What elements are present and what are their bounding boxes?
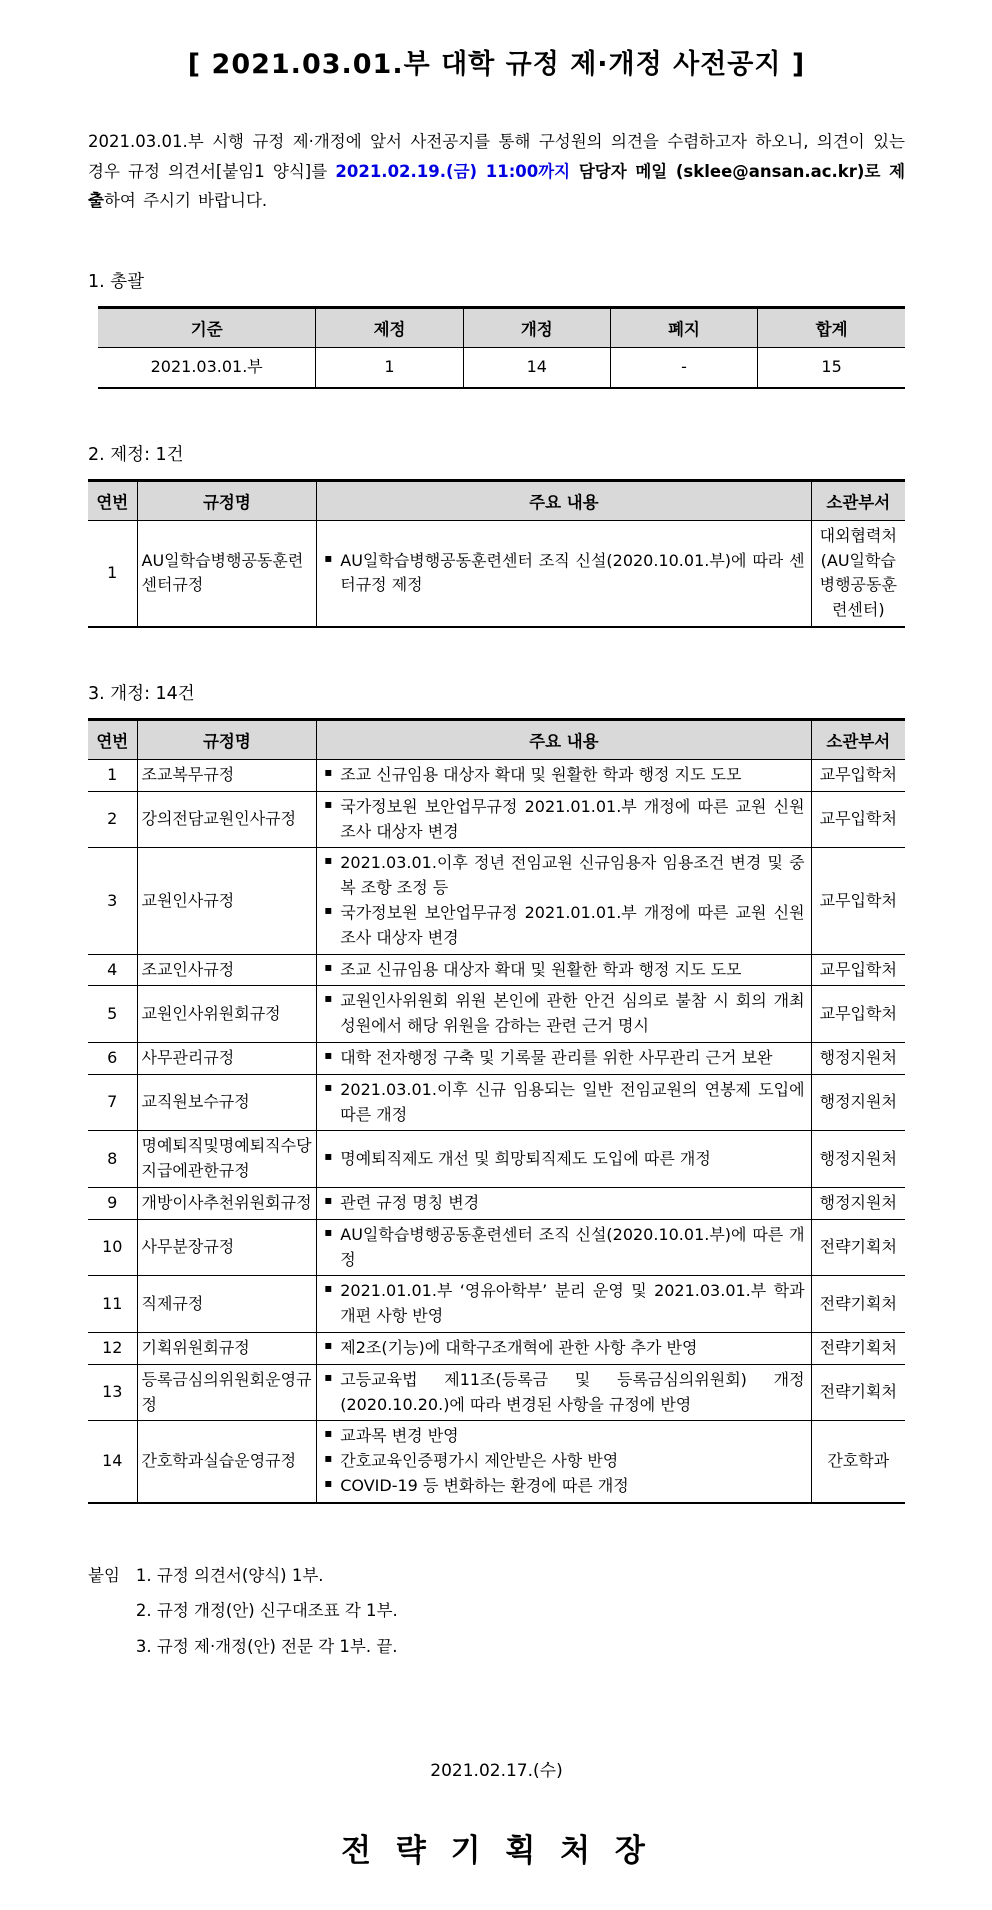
department: 전략기획처: [811, 1364, 905, 1421]
summary-amended-value: 14: [463, 348, 610, 388]
row-number: 1: [88, 760, 137, 792]
page-title: [ 2021.03.01.부 대학 규정 제·개정 사전공지 ]: [187, 49, 806, 80]
attachment-item: 1. 규정 의견서(양식) 1부.: [135, 1565, 324, 1585]
row-number: 10: [88, 1219, 137, 1276]
summary-total-value: 15: [758, 348, 905, 388]
attachments-block: [88, 1558, 905, 1664]
department: 교무입학처: [811, 760, 905, 792]
attachment-item: 2. 규정 개정(안) 신구대조표 각 1부.: [135, 1601, 398, 1621]
table-row: [88, 760, 905, 792]
summary-header-total: 합계: [758, 308, 905, 348]
regulation-name: 명예퇴직및명예퇴직수당지급에관한규정: [137, 1131, 317, 1188]
section-2-heading: 2. 제정: 1건: [88, 444, 184, 465]
bullet-item: ▪ 2021.01.01.부 ‘영유아학부’ 분리 운영 및 2021.03.01.부 학과개편 사항 반영: [323, 1279, 804, 1329]
department: 교무입학처: [811, 848, 905, 954]
deadline-text: 2021.02.19.(금) 11:00까지: [335, 161, 571, 181]
regulation-name: 개방이사추천위원회규정: [137, 1188, 317, 1220]
regulation-name: 강의전담교원인사규정: [137, 791, 317, 848]
regulation-name: 사무관리규정: [137, 1043, 317, 1075]
regulation-name: 등록금심의위원회운영규정: [137, 1364, 317, 1421]
attachment-item: 3. 규정 제·개정(안) 전문 각 1부. 끝.: [135, 1636, 398, 1656]
summary-header-enacted: 제정: [316, 308, 463, 348]
main-content-cell: [317, 1276, 811, 1333]
main-content-cell: [317, 1364, 811, 1421]
summary-header-amended: 개정: [463, 308, 610, 348]
row-number: 11: [88, 1276, 137, 1333]
department: 행정지원처: [811, 1131, 905, 1188]
summary-abolished-value: -: [610, 348, 757, 388]
section-1-heading: 1. 총괄: [88, 272, 145, 293]
main-content-cell: [317, 1131, 811, 1188]
table-row: [88, 1276, 905, 1333]
intro-paragraph: [88, 127, 905, 216]
row-number: 3: [88, 848, 137, 954]
row-number: 7: [88, 1074, 137, 1131]
bullet-item: ▪ 교과목 변경 반영: [323, 1424, 804, 1449]
department: 행정지원처: [811, 1074, 905, 1131]
header-department: 소관부서: [811, 480, 905, 520]
bullet-item: ▪ AU일학습병행공동훈련센터 조직 신설(2020.10.01.부)에 따라 센터규정 제정: [323, 549, 804, 599]
table-row: [88, 1074, 905, 1131]
row-number: 14: [88, 1421, 137, 1503]
main-content-cell: [317, 1188, 811, 1220]
table-row: [88, 848, 905, 954]
contact-email-text: (sklee@ansan.ac.kr)로 제출: [88, 161, 906, 211]
summary-data-row: [98, 348, 905, 388]
table-row: [88, 986, 905, 1043]
row-number: 6: [88, 1043, 137, 1075]
enactment-header-row: [88, 480, 905, 520]
table-row: [88, 1219, 905, 1276]
bullet-item: ▪ 명예퇴직제도 개선 및 희망퇴직제도 도입에 따른 개정: [323, 1147, 804, 1172]
bullet-item: ▪ 교원인사위원회 위원 본인에 관한 안건 심의로 불참 시 회의 개최 성원에서 해당 위원을 감하는 관련 근거 명시: [323, 989, 804, 1039]
main-content-cell: [317, 954, 811, 986]
bullet-item: ▪ 관련 규정 명칭 변경: [323, 1191, 804, 1216]
header-regulation-name: 규정명: [137, 480, 317, 520]
regulation-name: 조교인사규정: [137, 954, 317, 986]
bullet-item: ▪ 대학 전자행정 구축 및 기록물 관리를 위한 사무관리 근거 보완: [323, 1046, 804, 1071]
regulation-name: AU일학습병행공동훈련센터규정: [137, 520, 317, 627]
header-main-content: 주요 내용: [317, 480, 811, 520]
department: 행정지원처: [811, 1188, 905, 1220]
row-number: 13: [88, 1364, 137, 1421]
department: 교무입학처: [811, 954, 905, 986]
bullet-item: ▪ 간호교육인증평가시 제안받은 사항 반영: [323, 1449, 804, 1474]
regulation-name: 교원인사위원회규정: [137, 986, 317, 1043]
table-row: [88, 1332, 905, 1364]
main-content-cell: [317, 1219, 811, 1276]
row-number: 9: [88, 1188, 137, 1220]
main-content-cell: [317, 760, 811, 792]
table-row: [88, 954, 905, 986]
bullet-item: ▪ 고등교육법 제11조(등록금 및 등록금심의위원회) 개정(2020.10.20.)에 따라 변경된 사항을 규정에 반영: [323, 1368, 804, 1418]
amendment-table: [88, 718, 905, 1504]
header-no: 연번: [88, 480, 137, 520]
summary-header-abolished: 폐지: [610, 308, 757, 348]
amendment-header-row: [88, 720, 905, 760]
department: 전략기획처: [811, 1219, 905, 1276]
table-row: [88, 1131, 905, 1188]
department: 행정지원처: [811, 1043, 905, 1075]
bullet-item: ▪ COVID-19 등 변화하는 환경에 따른 개정: [323, 1474, 804, 1499]
document-date: 2021.02.17.(수): [430, 1761, 563, 1782]
bullet-item: ▪ 국가정보원 보안업무규정 2021.01.01.부 개정에 따른 교원 신원조사 대상자 변경: [323, 901, 804, 951]
table-row: [88, 1188, 905, 1220]
enactment-table: [88, 479, 905, 628]
attachments-list: [136, 1558, 398, 1664]
main-content-cell: [317, 1043, 811, 1075]
department: 교무입학처: [811, 791, 905, 848]
row-number: 4: [88, 954, 137, 986]
summary-table: [98, 306, 905, 389]
main-content-cell: [317, 1421, 811, 1503]
header-main-content: 주요 내용: [317, 720, 811, 760]
table-row: [88, 1364, 905, 1421]
row-number: 2: [88, 791, 137, 848]
department: 교무입학처: [811, 986, 905, 1043]
row-number: 1: [88, 520, 137, 627]
summary-basis-value: 2021.03.01.부: [98, 348, 316, 388]
intro-text-2: 담당자 메일: [570, 161, 676, 181]
regulation-name: 기획위원회규정: [137, 1332, 317, 1364]
regulation-name: 조교복무규정: [137, 760, 317, 792]
regulation-name: 교직원보수규정: [137, 1074, 317, 1131]
intro-text-1: 2021.03.01.부 시행 규정 제·개정에 앞서 사전공지를 통해 구성원의 의견을 수렴하고자 하오니, 의견이 있는 경우 규정 의견서[붙임1 양식]를: [88, 132, 905, 181]
main-content-cell: [317, 520, 811, 627]
attachments-label: 붙임: [88, 1565, 120, 1585]
summary-header-basis: 기준: [98, 308, 316, 348]
table-row: [88, 791, 905, 848]
table-row: [88, 1043, 905, 1075]
regulation-name: 교원인사규정: [137, 848, 317, 954]
bullet-item: ▪ 국가정보원 보안업무규정 2021.01.01.부 개정에 따른 교원 신원조사 대상자 변경: [323, 795, 804, 845]
row-number: 12: [88, 1332, 137, 1364]
department: 전략기획처: [811, 1332, 905, 1364]
department: 간호학과: [811, 1421, 905, 1503]
department: 전략기획처: [811, 1276, 905, 1333]
table-row: [88, 1421, 905, 1503]
row-number: 5: [88, 986, 137, 1043]
header-regulation-name: 규정명: [137, 720, 317, 760]
section-3-heading: 3. 개정: 14건: [88, 684, 195, 705]
regulation-name: 직제규정: [137, 1276, 317, 1333]
header-department: 소관부서: [811, 720, 905, 760]
bullet-item: ▪ 조교 신규임용 대상자 확대 및 원활한 학과 행정 지도 도모: [323, 763, 804, 788]
main-content-cell: [317, 1074, 811, 1131]
row-number: 8: [88, 1131, 137, 1188]
regulation-name: 간호학과실습운영규정: [137, 1421, 317, 1503]
bullet-item: ▪ AU일학습병행공동훈련센터 조직 신설(2020.10.01.부)에 따른 개정: [323, 1223, 804, 1273]
bullet-item: ▪ 조교 신규임용 대상자 확대 및 원활한 학과 행정 지도 도모: [323, 958, 804, 983]
signature-title: 전 략 기 획 처 장: [341, 1833, 652, 1870]
header-no: 연번: [88, 720, 137, 760]
summary-enacted-value: 1: [316, 348, 463, 388]
bullet-item: ▪ 2021.03.01.이후 신규 임용되는 일반 전임교원의 연봉제 도입에 따른 개정: [323, 1078, 804, 1128]
main-content-cell: [317, 848, 811, 954]
bullet-item: ▪ 2021.03.01.이후 정년 전임교원 신규임용자 임용조건 변경 및 중복 조항 조정 등: [323, 851, 804, 901]
intro-text-3: 하여 주시기 바랍니다.: [103, 191, 268, 211]
table-row: [88, 520, 905, 627]
main-content-cell: [317, 791, 811, 848]
main-content-cell: [317, 986, 811, 1043]
department: 대외협력처 (AU일학습병행공동훈련센터): [811, 520, 905, 627]
summary-header-row: [98, 308, 905, 348]
main-content-cell: [317, 1332, 811, 1364]
regulation-name: 사무분장규정: [137, 1219, 317, 1276]
bullet-item: ▪ 제2조(기능)에 대학구조개혁에 관한 사항 추가 반영: [323, 1336, 804, 1361]
